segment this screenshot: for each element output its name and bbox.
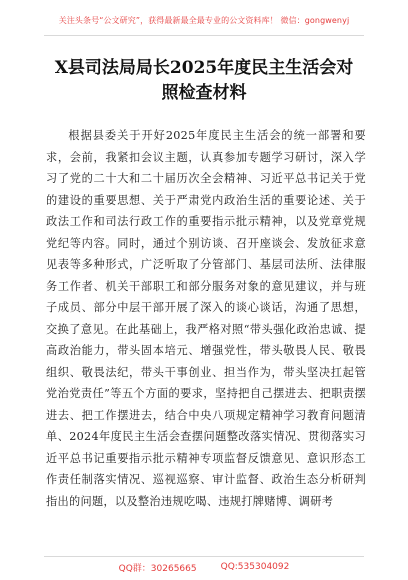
title-line-2: 照检查材料 (161, 83, 247, 103)
title-line-1: X县司法局局长2025年度民主生活会对 (54, 58, 354, 78)
document-title (40, 56, 368, 106)
header-divider (44, 35, 364, 36)
footer-divider (44, 556, 364, 557)
header-banner: 关注头条号“公文研究”，获得最新最全最专业的公文资料库！ 微信：gongwenyj (58, 15, 350, 25)
footer-qq-group: QQ群：30265665 (118, 563, 197, 574)
footer-qq-contact: QQ:535304092 (220, 562, 290, 572)
footer (44, 558, 364, 576)
body-paragraph: 根据县委关于开好2025年度民主生活会的统一部署和要求，会前，我紧扣会议主题，认真参加专题学习研讨，深入学习了党的二十大和二十届历次全会精神、习近平总书记关于党的建设的重要思想、关于严肃党内政治生活的重要论述、关于政法工作和司法行政工作的重要指示批示精神，以及党章党规党纪等内容。同时，通过个别访谈、召开座谈会、发放征求意见表等多种形式，广泛听取了分管部门、基层司法所、法律服务工作者、机关干部职工和部分服务对象的意见建议，并与班子成员、部分中层干部开展了深入的谈心谈话，沟通了思想，交换了意见。在此基础上，我严格对照“带头强化政治忠诚、提高政治能力，带头固本培元、增强党性，带头敬畏人民、敬畏组织、敬畏法纪，带头干事创业、担当作为，带头坚决扛起管党治党责任”等五个方面的要求，坚持把自己摆进去、把职责摆进去、把工作摆进去，结合中央八项规定精神学习教育问题清单、2024年度民主生活会查摆问题整改落实情况、贯彻落实习近平总书记重要指示批示精神专项监督反馈意见、意识形态工作责任制落实情况、巡视巡察、审计监督、政治生态分析研判指出的问题，以及整治违规吃喝、违规打牌赌博、调研考 (46, 129, 366, 508)
